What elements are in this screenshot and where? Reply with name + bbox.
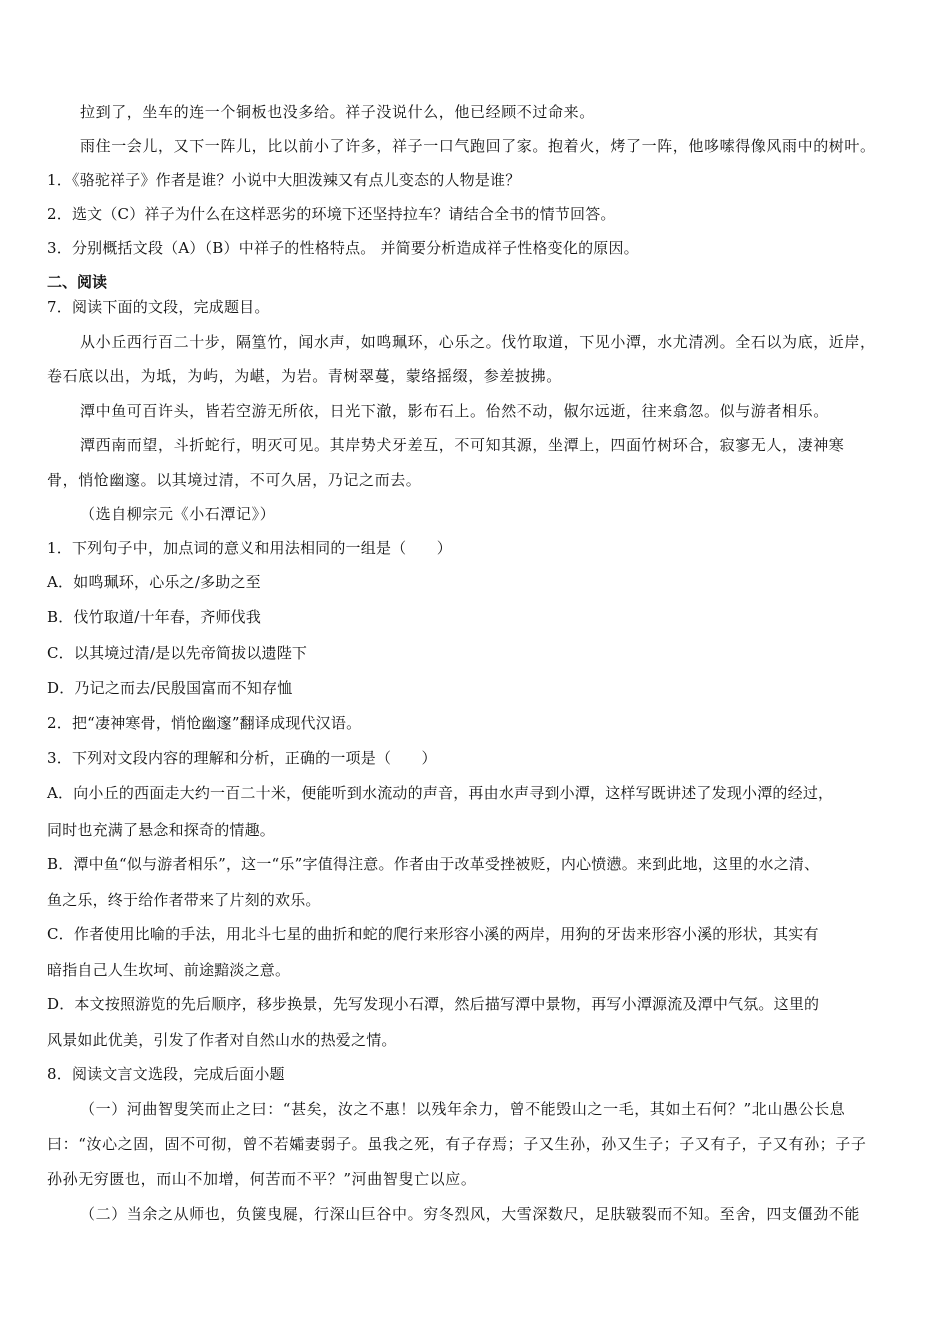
question-7-1: 1．下列句子中，加点词的意义和用法相同的一组是（ ） xyxy=(47,539,452,557)
passage-line: 卷石底以出，为坻，为屿，为嵁，为岩。青树翠蔓，蒙络摇缀，参差披拂。 xyxy=(47,367,562,385)
passage-line: 曰：“汝心之固，固不可彻，曾不若孀妻弱子。虽我之死，有子存焉；子又生孙，孙又生子；子又有子，子又有孙；子子 xyxy=(47,1135,867,1153)
passage-line: 雨住一会儿，又下一阵儿，比以前小了许多，祥子一口气跑回了家。抱着火，烤了一阵，他哆嗦得像风雨中的树叶。 xyxy=(80,137,876,155)
question-7-prompt: 7．阅读下面的文段，完成题目。 xyxy=(47,298,270,316)
question-8-prompt: 8．阅读文言文选段，完成后面小题 xyxy=(47,1065,285,1083)
option-a: A．向小丘的西面走大约一百二十米，便能听到水流动的声音，再由水声寻到小潭，这样写既讲述了发现小潭的经过， xyxy=(47,784,834,802)
option-b-cont: 鱼之乐，终于给作者带来了片刻的欢乐。 xyxy=(47,891,321,909)
option-d-cont: 风景如此优美，引发了作者对自然山水的热爱之情。 xyxy=(47,1031,397,1049)
passage-line: 拉到了，坐车的连一个铜板也没多给。祥子没说什么，他已经顾不过命来。 xyxy=(80,103,595,121)
section-heading: 二、阅读 xyxy=(47,273,108,291)
option-c-cont: 暗指自己人生坎坷、前途黯淡之意。 xyxy=(47,961,291,979)
question-3: 3．分别概括文段（A）（B）中祥子的性格特点。 并简要分析造成祥子性格变化的原因。 xyxy=(47,239,639,257)
passage-source: （选自柳宗元《小石潭记》） xyxy=(80,505,276,523)
question-7-2: 2．把“凄神寒骨，悄怆幽邃”翻译成现代汉语。 xyxy=(47,714,362,732)
option-d: D．乃记之而去/民殷国富而不知存恤 xyxy=(47,679,293,697)
option-a-cont: 同时也充满了悬念和探奇的情趣。 xyxy=(47,821,276,839)
question-1: 1．《骆驼祥子》作者是谁？小说中大胆泼辣又有点儿变态的人物是谁？ xyxy=(47,171,521,189)
passage-line: 骨，悄怆幽邃。以其境过清，不可久居，乃记之而去。 xyxy=(47,471,422,489)
passage-line: 孙孙无穷匮也，而山不加增，何苦而不平？”河曲智叟亡以应。 xyxy=(47,1170,477,1188)
passage-line: 潭中鱼可百许头，皆若空游无所依，日光下澈，影布石上。佁然不动，俶尔远逝，往来翕忽。似与游者相乐。 xyxy=(80,402,829,420)
passage-line: （一）河曲智叟笑而止之曰：“甚矣，汝之不惠！以残年余力，曾不能毁山之一毛，其如土石何？”北山愚公长息 xyxy=(80,1100,846,1118)
option-c: C．作者使用比喻的手法，用北斗七星的曲折和蛇的爬行来形容小溪的两岸，用狗的牙齿来形容小溪的形状，其实有 xyxy=(47,925,819,943)
passage-line: 从小丘西行百二十步，隔篁竹，闻水声，如鸣珮环，心乐之。伐竹取道，下见小潭，水尤清冽。全石以为底，近岸， xyxy=(80,333,876,351)
passage-line: （二）当余之从师也，负箧曳屣，行深山巨谷中。穷冬烈风，大雪深数尺，足肤皲裂而不知。至舍，四支僵劲不能 xyxy=(80,1205,861,1223)
passage-line: 潭西南而望，斗折蛇行，明灭可见。其岸势犬牙差互，不可知其源，坐潭上，四面竹树环合，寂寥无人，凄神寒 xyxy=(80,436,845,454)
option-d: D．本文按照游览的先后顺序，移步换景，先写发现小石潭，然后描写潭中景物，再写小潭源流及潭中气氛。这里的 xyxy=(47,995,820,1013)
option-b: B．伐竹取道/十年春，齐师伐我 xyxy=(47,608,262,626)
option-b: B．潭中鱼“似与游者相乐”，这一“乐”字值得注意。作者由于改革受挫被贬，内心愤懑。来到此地，这里的水之清、 xyxy=(47,855,820,873)
question-7-3: 3．下列对文段内容的理解和分析，正确的一项是（ ） xyxy=(47,749,437,767)
option-a: A．如鸣珮环，心乐之/多助之至 xyxy=(47,573,261,591)
question-2: 2．选文（C）祥子为什么在这样恶劣的环境下还坚持拉车？请结合全书的情节回答。 xyxy=(47,205,616,223)
option-c: C．以其境过清/是以先帝简拔以遗陛下 xyxy=(47,644,308,662)
